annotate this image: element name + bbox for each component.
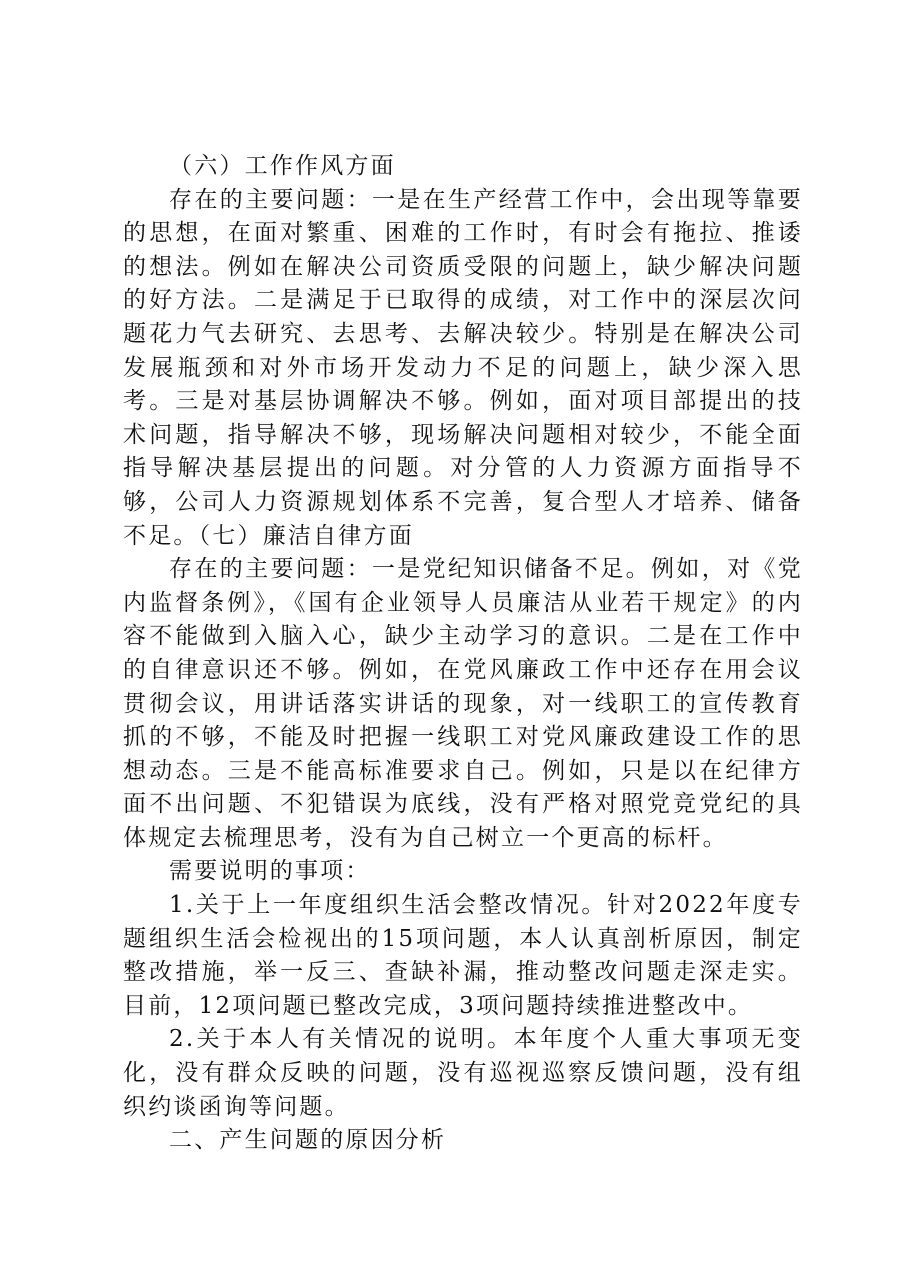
- document-body: [123, 150, 803, 1158]
- section-heading-cause-analysis: 二、产生问题的原因分析: [169, 1127, 447, 1154]
- note-item-2: 2.关于本人有关情况的说明。本年度个人重大事项无变化，没有群众反映的问题，没有巡视巡察反馈问题，没有组织约谈函询等问题。: [123, 1026, 803, 1120]
- paragraph-integrity-issues: 存在的主要问题：一是党纪知识储备不足。例如，对《党内监督条例》，《国有企业领导人员廉洁从业若干规定》的内容不能做到入脑入心，缺少主动学习的意识。二是在工作中的自律意识还不够。例如，在党风廉政工作中还存在用会议贯彻会议，用讲话落实讲话的现象，对一线职工的宣传教育抓的不够，不能及时把握一线职工对党风廉政建设工作的思想动态。三是不能高标准要求自己。例如，只是以在纪律方面不出问题、不犯错误为底线，没有严格对照党竞党纪的具体规定去梳理思考，没有为自己树立一个更高的标杆。: [123, 556, 803, 851]
- section-heading-work-style: （六）工作作风方面: [169, 153, 396, 179]
- notes-heading: 需要说明的事项：: [169, 858, 371, 885]
- note-item-1: 1.关于上一年度组织生活会整改情况。针对2022年度专题组织生活会检视出的15项问题，本人认真剖析原因，制定整改措施，举一反三、查缺补漏，推动整改问题走深走实。目前，12项问题已整改完成，3项问题持续推进整改中。: [123, 892, 803, 1019]
- paragraph-work-style-issues: 存在的主要问题：一是在生产经营工作中，会出现等靠要的思想，在面对繁重、困难的工作时，有时会有拖拉、推诿的想法。例如在解决公司资质受限的问题上，缺少解决问题的好方法。二是满足于已取得的成绩，对工作中的深层次问题花力气去研究、去思考、去解决较少。特别是在解决公司发展瓶颈和对外市场开发动力不足的问题上，缺少深入思考。三是对基层协调解决不够。例如，面对项目部提出的技术问题，指导解决不够，现场解决问题相对较少，不能全面指导解决基层提出的问题。对分管的人力资源方面指导不够，公司人力资源规划体系不完善，复合型人才培养、储备不足。（七）廉洁自律方面: [123, 186, 803, 549]
